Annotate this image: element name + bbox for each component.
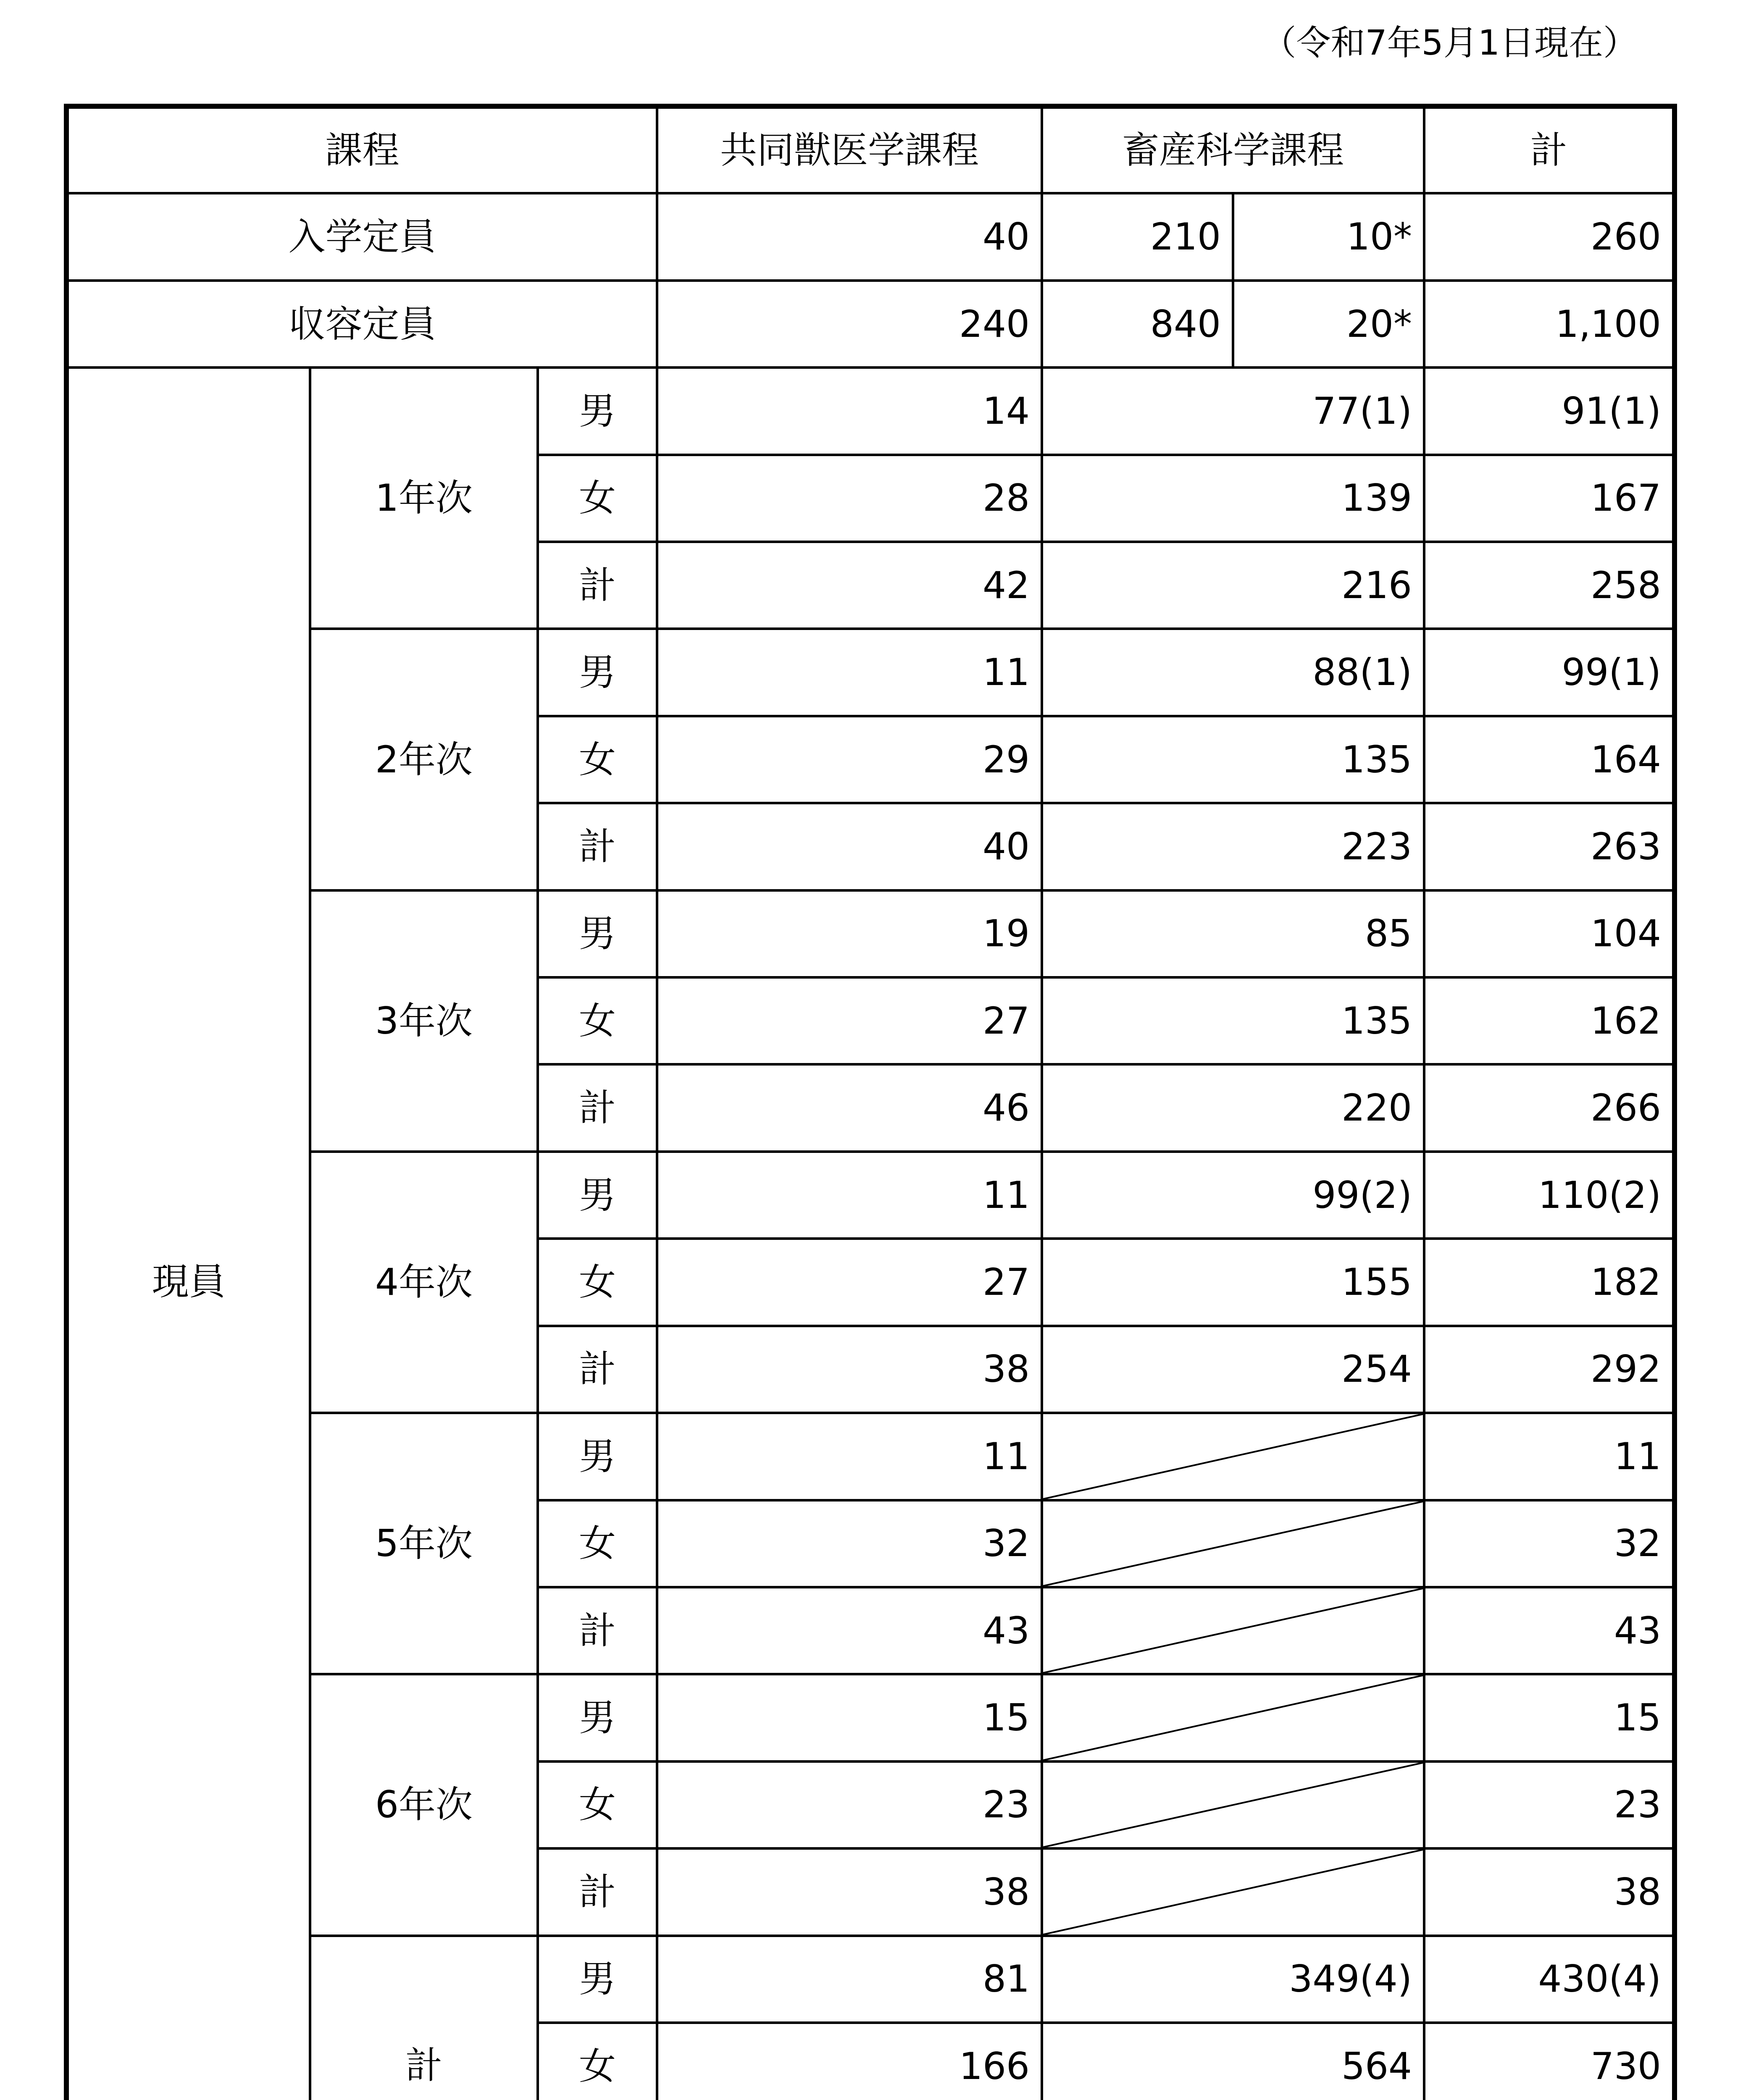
total-value: 430(4) <box>1424 1936 1675 2023</box>
table-row <box>66 368 1675 454</box>
animal-value-empty-slash <box>1042 1761 1424 1848</box>
sex-label: 女 <box>538 716 657 803</box>
vet-value: 11 <box>657 629 1042 716</box>
sex-label: 計 <box>538 1326 657 1413</box>
total-value: 266 <box>1424 1064 1675 1151</box>
total-value: 11 <box>1424 1413 1675 1500</box>
total-value: 15 <box>1424 1674 1675 1761</box>
sex-label: 計 <box>538 1064 657 1151</box>
total-value: 23 <box>1424 1761 1675 1848</box>
vet-value: 42 <box>657 542 1042 629</box>
year-label: 1年次 <box>310 368 538 629</box>
total-value: 91(1) <box>1424 368 1675 454</box>
sex-label: 女 <box>538 455 657 542</box>
enrollment-capacity-label: 収容定員 <box>66 281 657 368</box>
vet-value: 23 <box>657 1761 1042 1848</box>
sex-label: 女 <box>538 1239 657 1326</box>
sex-label: 男 <box>538 629 657 716</box>
animal-value: 220 <box>1042 1064 1424 1151</box>
animal-value: 139 <box>1042 455 1424 542</box>
total-value: 32 <box>1424 1500 1675 1587</box>
current-label: 現員 <box>66 368 310 2100</box>
total-value: 104 <box>1424 890 1675 977</box>
animal-value-empty-slash <box>1042 1848 1424 1935</box>
total-value: 162 <box>1424 977 1675 1064</box>
vet-value: 43 <box>657 1587 1042 1674</box>
header-course: 課程 <box>66 106 657 193</box>
sex-label: 計 <box>538 803 657 890</box>
animal-value-empty-slash <box>1042 1674 1424 1761</box>
total-value: 730 <box>1424 2023 1675 2100</box>
animal-value-empty-slash <box>1042 1500 1424 1587</box>
date-note: （令和7年5月1日現在） <box>1262 23 1638 63</box>
enrollment-capacity-total: 1,100 <box>1424 281 1675 368</box>
animal-value-empty-slash <box>1042 1587 1424 1674</box>
header-total: 計 <box>1424 106 1675 193</box>
vet-value: 40 <box>657 803 1042 890</box>
enrollment-capacity-vet: 240 <box>657 281 1042 368</box>
vet-value: 11 <box>657 1152 1042 1239</box>
animal-value: 155 <box>1042 1239 1424 1326</box>
admission-transfer: 10* <box>1233 193 1424 280</box>
vet-value: 14 <box>657 368 1042 454</box>
sex-label: 男 <box>538 1936 657 2023</box>
sex-label: 計 <box>538 1587 657 1674</box>
animal-value: 88(1) <box>1042 629 1424 716</box>
sex-label: 計 <box>538 542 657 629</box>
animal-value: 135 <box>1042 716 1424 803</box>
year-label: 計 <box>310 1936 538 2100</box>
total-value: 43 <box>1424 1587 1675 1674</box>
total-value: 38 <box>1424 1848 1675 1935</box>
total-value: 99(1) <box>1424 629 1675 716</box>
vet-value: 19 <box>657 890 1042 977</box>
header-vet: 共同獣医学課程 <box>657 106 1042 193</box>
header-animal: 畜産科学課程 <box>1042 106 1424 193</box>
sex-label: 男 <box>538 1413 657 1500</box>
vet-value: 166 <box>657 2023 1042 2100</box>
enrollment-capacity-transfer: 20* <box>1233 281 1424 368</box>
vet-value: 46 <box>657 1064 1042 1151</box>
total-value: 263 <box>1424 803 1675 890</box>
animal-value: 216 <box>1042 542 1424 629</box>
sex-label: 女 <box>538 977 657 1064</box>
total-value: 292 <box>1424 1326 1675 1413</box>
vet-value: 27 <box>657 1239 1042 1326</box>
vet-value: 32 <box>657 1500 1042 1587</box>
vet-value: 38 <box>657 1326 1042 1413</box>
year-label: 6年次 <box>310 1674 538 1935</box>
year-label: 5年次 <box>310 1413 538 1674</box>
admission-animal: 210 <box>1042 193 1233 280</box>
vet-value: 28 <box>657 455 1042 542</box>
sex-label: 女 <box>538 1500 657 1587</box>
sex-label: 男 <box>538 368 657 454</box>
vet-value: 38 <box>657 1848 1042 1935</box>
admission-row <box>66 193 1675 280</box>
vet-value: 11 <box>657 1413 1042 1500</box>
vet-value: 29 <box>657 716 1042 803</box>
animal-value: 135 <box>1042 977 1424 1064</box>
animal-value: 99(2) <box>1042 1152 1424 1239</box>
animal-value: 223 <box>1042 803 1424 890</box>
sex-label: 計 <box>538 1848 657 1935</box>
total-value: 110(2) <box>1424 1152 1675 1239</box>
total-value: 164 <box>1424 716 1675 803</box>
admission-total: 260 <box>1424 193 1675 280</box>
animal-value: 77(1) <box>1042 368 1424 454</box>
sex-label: 男 <box>538 1152 657 1239</box>
total-value: 167 <box>1424 455 1675 542</box>
animal-value: 349(4) <box>1042 1936 1424 2023</box>
enrollment-capacity-row <box>66 281 1675 368</box>
sex-label: 男 <box>538 890 657 977</box>
enrollment-table <box>64 104 1677 2100</box>
sex-label: 女 <box>538 1761 657 1848</box>
animal-value-empty-slash <box>1042 1413 1424 1500</box>
year-label: 3年次 <box>310 890 538 1152</box>
vet-value: 27 <box>657 977 1042 1064</box>
animal-value: 564 <box>1042 2023 1424 2100</box>
admission-vet: 40 <box>657 193 1042 280</box>
admission-label: 入学定員 <box>66 193 657 280</box>
vet-value: 15 <box>657 1674 1042 1761</box>
year-label: 4年次 <box>310 1152 538 1413</box>
sex-label: 男 <box>538 1674 657 1761</box>
animal-value: 85 <box>1042 890 1424 977</box>
total-value: 258 <box>1424 542 1675 629</box>
year-label: 2年次 <box>310 629 538 890</box>
vet-value: 81 <box>657 1936 1042 2023</box>
enrollment-capacity-animal: 840 <box>1042 281 1233 368</box>
sex-label: 女 <box>538 2023 657 2100</box>
animal-value: 254 <box>1042 1326 1424 1413</box>
header-row <box>66 106 1675 193</box>
total-value: 182 <box>1424 1239 1675 1326</box>
